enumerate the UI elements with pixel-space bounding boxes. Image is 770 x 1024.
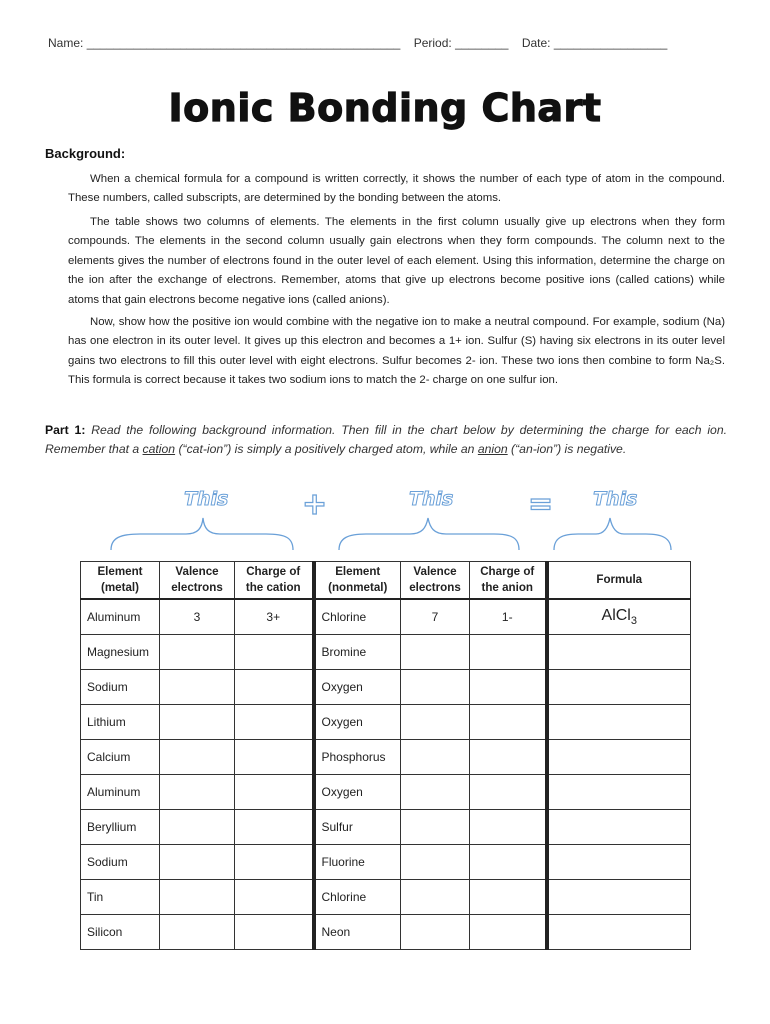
- formula-cell[interactable]: [547, 740, 691, 775]
- nonmetal-cell: Bromine: [314, 635, 401, 670]
- part1-text-a: Read the following background information. Then fill in the chart below by determining the charge for each ion. Remember that a: [45, 423, 728, 456]
- table-row: [81, 635, 691, 670]
- date-label: Date:: [521, 36, 551, 50]
- background-paragraph-2-text: The table shows two columns of elements. The elements in the first column usually give up electrons when they form compounds. The elements in the second column usually gain electrons when they form compounds. The column next to the elements gives the number of electrons found in the outer level of each element. Using this information, determine the charge on the ion after the exchange of electrons. Remember, atoms that give up electrons become positive ions (called cations) while atoms that gain electrons become negative ions (called anions).: [68, 216, 725, 306]
- brace-anion-icon: [339, 518, 519, 550]
- equation-word-3: This: [593, 488, 638, 510]
- background-paragraph-3-text: Now, show how the positive ion would combine with the negative ion to make a neutral compound. For example, sodium (Na) has one electron in its outer level. It gives up this electron and becomes a 1+ ion. Sulfur (S) having six electrons in its outer level gains two electrons to fill this outer level with eight electrons. Sulfur becomes 2- ion. These two ions then combine to form Na₂S. This formula is correct because it takes two sodium ions to match the 2- charge on one sulfur ion.: [68, 316, 725, 387]
- metal-valence-cell[interactable]: [160, 845, 235, 880]
- metal-cell: Lithium: [81, 705, 160, 740]
- metal-cell: Aluminum: [81, 599, 160, 635]
- brace-formula-icon: [554, 518, 671, 550]
- cation-charge-cell[interactable]: [235, 810, 314, 845]
- header-cation-charge: Charge of the cation: [235, 562, 314, 600]
- anion-charge-cell[interactable]: [470, 915, 547, 950]
- cation-charge-cell[interactable]: [235, 915, 314, 950]
- cation-charge-cell[interactable]: 3+: [235, 599, 314, 635]
- anion-charge-cell[interactable]: [470, 670, 547, 705]
- nonmetal-cell: Oxygen: [314, 670, 401, 705]
- header-metal-valence: Valence electrons: [160, 562, 235, 600]
- background-paragraph-1-text: When a chemical formula for a compound is written correctly, it shows the number of each type of atom in the compound. These numbers, called subscripts, are determined by the bonding between the atoms.: [68, 173, 725, 205]
- period-label: Period:: [413, 36, 452, 50]
- date-field[interactable]: _________________: [553, 36, 668, 50]
- equation-word-1: This: [184, 488, 229, 510]
- nonmetal-valence-cell[interactable]: [401, 740, 470, 775]
- part1-label: Part 1:: [45, 423, 86, 437]
- metal-valence-cell[interactable]: [160, 635, 235, 670]
- metal-cell: Beryllium: [81, 810, 160, 845]
- table-row: [81, 670, 691, 705]
- metal-valence-cell[interactable]: [160, 775, 235, 810]
- table-row: [81, 775, 691, 810]
- anion-charge-cell[interactable]: 1-: [470, 599, 547, 635]
- part1-text-c: (“an-ion”) is negative.: [507, 442, 627, 456]
- cation-charge-cell[interactable]: [235, 740, 314, 775]
- anion-charge-cell[interactable]: [470, 845, 547, 880]
- table-row: [81, 740, 691, 775]
- nonmetal-valence-cell[interactable]: [401, 775, 470, 810]
- metal-valence-cell[interactable]: [160, 740, 235, 775]
- formula-cell[interactable]: [547, 915, 691, 950]
- cation-charge-cell[interactable]: [235, 670, 314, 705]
- cation-charge-cell[interactable]: [235, 880, 314, 915]
- equation-word-2: This: [409, 488, 454, 510]
- metal-cell: Tin: [81, 880, 160, 915]
- metal-valence-cell[interactable]: [160, 705, 235, 740]
- table-header-row: [81, 562, 691, 600]
- cation-charge-cell[interactable]: [235, 635, 314, 670]
- formula-cell[interactable]: [547, 880, 691, 915]
- brace-cation-icon: [111, 518, 293, 550]
- anion-charge-cell[interactable]: [470, 880, 547, 915]
- page-title: Ionic Bonding Chart: [168, 86, 602, 130]
- formula-cell[interactable]: [547, 775, 691, 810]
- cation-term: cation: [142, 442, 176, 456]
- name-label: Name:: [48, 36, 84, 50]
- header-nonmetal: Element (nonmetal): [314, 562, 401, 600]
- table-row: [81, 880, 691, 915]
- nonmetal-cell: Chlorine: [314, 599, 401, 635]
- nonmetal-cell: Fluorine: [314, 845, 401, 880]
- nonmetal-valence-cell[interactable]: [401, 810, 470, 845]
- nonmetal-valence-cell[interactable]: [401, 705, 470, 740]
- metal-cell: Magnesium: [81, 635, 160, 670]
- table-row: [81, 705, 691, 740]
- table-row: [81, 915, 691, 950]
- anion-charge-cell[interactable]: [470, 775, 547, 810]
- cation-charge-cell[interactable]: [235, 845, 314, 880]
- ionic-bonding-table: [80, 561, 691, 950]
- cation-charge-cell[interactable]: [235, 775, 314, 810]
- formula-cell[interactable]: [547, 705, 691, 740]
- nonmetal-cell: Phosphorus: [314, 740, 401, 775]
- nonmetal-cell: Sulfur: [314, 810, 401, 845]
- part1-text-b: (“cat-ion”) is simply a positively charged atom, while an: [175, 442, 478, 456]
- metal-cell: Aluminum: [81, 775, 160, 810]
- anion-charge-cell[interactable]: [470, 810, 547, 845]
- nonmetal-valence-cell[interactable]: 7: [401, 599, 470, 635]
- formula-cell[interactable]: [547, 599, 691, 635]
- anion-charge-cell[interactable]: [470, 740, 547, 775]
- formula-cell[interactable]: [547, 845, 691, 880]
- nonmetal-valence-cell[interactable]: [401, 915, 470, 950]
- nonmetal-cell: Oxygen: [314, 775, 401, 810]
- background-heading: Background:: [45, 146, 126, 161]
- anion-charge-cell[interactable]: [470, 635, 547, 670]
- formula-cell[interactable]: [547, 635, 691, 670]
- nonmetal-cell: Chlorine: [314, 880, 401, 915]
- metal-valence-cell[interactable]: [160, 915, 235, 950]
- anion-term: anion: [477, 442, 508, 456]
- equals-icon: =: [528, 487, 554, 522]
- nonmetal-valence-cell[interactable]: [401, 845, 470, 880]
- formula-subscript: 3: [630, 615, 637, 628]
- cation-charge-cell[interactable]: [235, 705, 314, 740]
- metal-cell: Calcium: [81, 740, 160, 775]
- plus-icon: +: [302, 487, 328, 522]
- formula-cell[interactable]: [547, 810, 691, 845]
- nonmetal-cell: Oxygen: [314, 705, 401, 740]
- header-anion-charge: Charge of the anion: [470, 562, 547, 600]
- nonmetal-valence-cell[interactable]: [401, 670, 470, 705]
- header-nonmetal-valence: Valence electrons: [401, 562, 470, 600]
- anion-charge-cell[interactable]: [470, 705, 547, 740]
- table-row: [81, 599, 691, 635]
- metal-cell: Sodium: [81, 670, 160, 705]
- formula-base: AlCl: [601, 606, 631, 624]
- header-metal: Element (metal): [81, 562, 160, 600]
- metal-valence-cell[interactable]: [160, 880, 235, 915]
- name-field[interactable]: _______________________________________________: [86, 36, 401, 50]
- metal-cell: Silicon: [81, 915, 160, 950]
- metal-valence-cell[interactable]: [160, 810, 235, 845]
- formula-cell[interactable]: [547, 670, 691, 705]
- nonmetal-cell: Neon: [314, 915, 401, 950]
- metal-valence-cell[interactable]: [160, 670, 235, 705]
- period-field[interactable]: ________: [455, 36, 509, 50]
- table-row: [81, 810, 691, 845]
- table-row: [81, 845, 691, 880]
- nonmetal-valence-cell[interactable]: [401, 880, 470, 915]
- nonmetal-valence-cell[interactable]: [401, 635, 470, 670]
- header-formula: Formula: [547, 562, 691, 600]
- metal-valence-cell[interactable]: 3: [160, 599, 235, 635]
- metal-cell: Sodium: [81, 845, 160, 880]
